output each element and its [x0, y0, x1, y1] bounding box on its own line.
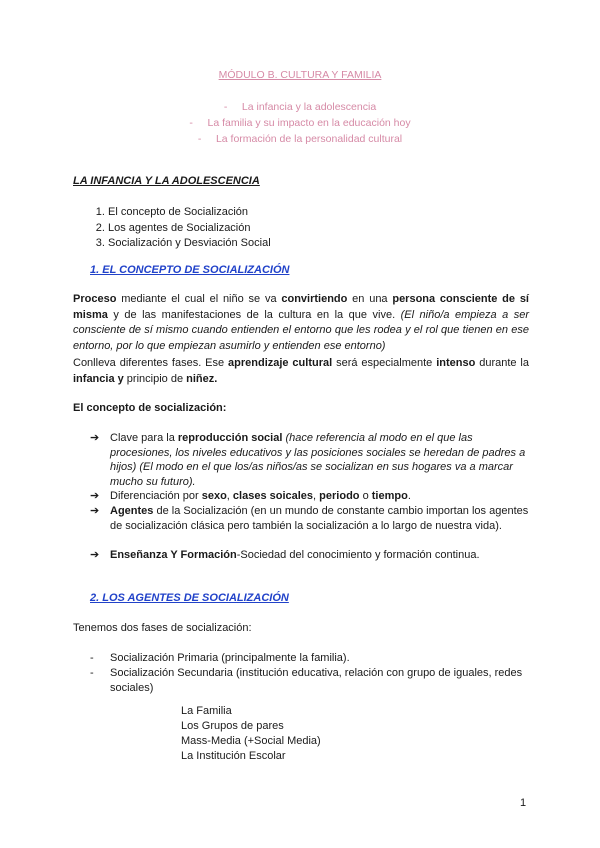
- module-title: MÓDULO B. CULTURA Y FAMILIA: [218, 69, 382, 81]
- page-number: 1: [520, 797, 527, 809]
- arrow-icon: ➔: [90, 549, 100, 561]
- section-title: LA INFANCIA Y LA ADOLESCENCIA: [73, 175, 260, 187]
- toc-item: 2. Los agentes de Socialización: [108, 221, 271, 237]
- list-item: ➔ Agentes de la Socialización (en un mundo de constante cambio importan los agentes de socialización clásica pero también la socialización a lo largo de nuestra vida).: [90, 505, 529, 532]
- subtopic-label: La familia y su impacto en la educación hoy: [207, 117, 411, 129]
- list-item: - Socialización Secundaria (institución educativa, relación con grupo de iguales, redes sociales): [90, 667, 523, 694]
- subtopic-item: [0, 115, 600, 131]
- concept-heading: El concepto de socialización:: [73, 402, 227, 414]
- table-of-contents: [90, 205, 271, 252]
- subtopic-label: La infancia y la adolescencia: [241, 101, 377, 113]
- subtopic-bullet: -: [189, 117, 193, 129]
- phases-intro: Tenemos dos fases de socialización:: [73, 622, 252, 634]
- heading-concept: 1. EL CONCEPTO DE SOCIALIZACIÓN: [90, 264, 290, 276]
- toc-item: 1. El concepto de Socialización: [108, 205, 271, 221]
- toc-item: 3. Socialización y Desviación Social: [108, 236, 271, 252]
- dash-bullet: -: [90, 667, 94, 679]
- list-item: - Socialización Primaria (principalmente la familia).: [90, 652, 350, 664]
- list-item: ➔ Clave para la reproducción social (hace referencia al modo en el que las procesiones, los niveles educativos y las posiciones sociales se heredan de padres a hijos) (El modo en el que los/as niños/as se socializan en sus hogares va a marcar mucho su futuro).: [90, 432, 526, 488]
- dash-bullet: -: [90, 652, 94, 664]
- subtopic-label: La formación de la personalidad cultural: [215, 133, 403, 145]
- subtopic-bullet: -: [197, 133, 202, 145]
- agent-item: Los Grupos de pares: [181, 720, 284, 732]
- paragraph-phases: Conlleva diferentes fases. Ese aprendizaje cultural será especialmente intenso durante la infancia y principio de niñez.: [73, 357, 529, 385]
- arrow-icon: ➔: [90, 432, 100, 444]
- arrow-icon: ➔: [90, 505, 100, 517]
- subtopic-item: [0, 131, 600, 147]
- agent-item: La Institución Escolar: [181, 750, 286, 762]
- paragraph-definition: Proceso mediante el cual el niño se va convirtiendo en una persona consciente de sí misma y de las manifestaciones de la cultura en la que vive. (El niño/a empieza a ser consciente de sí mismo cuando entienden el entorno que les rodea y el rol que tienen en ese entorno, por lo que empiezan asumirlo y entienden ese entorno): [73, 293, 529, 352]
- agent-item: Mass-Media (+Social Media): [181, 735, 321, 747]
- subtopic-bullet: -: [223, 101, 228, 113]
- list-item: ➔ Enseñanza Y Formación-Sociedad del conocimiento y formación continua.: [90, 549, 480, 561]
- list-item: ➔ Diferenciación por sexo, clases soicales, periodo o tiempo.: [90, 490, 411, 502]
- agent-item: La Familia: [181, 705, 232, 717]
- arrow-icon: ➔: [90, 490, 100, 502]
- subtopic-item: [0, 99, 600, 115]
- heading-agents: 2. LOS AGENTES DE SOCIALIZACIÓN: [90, 592, 289, 604]
